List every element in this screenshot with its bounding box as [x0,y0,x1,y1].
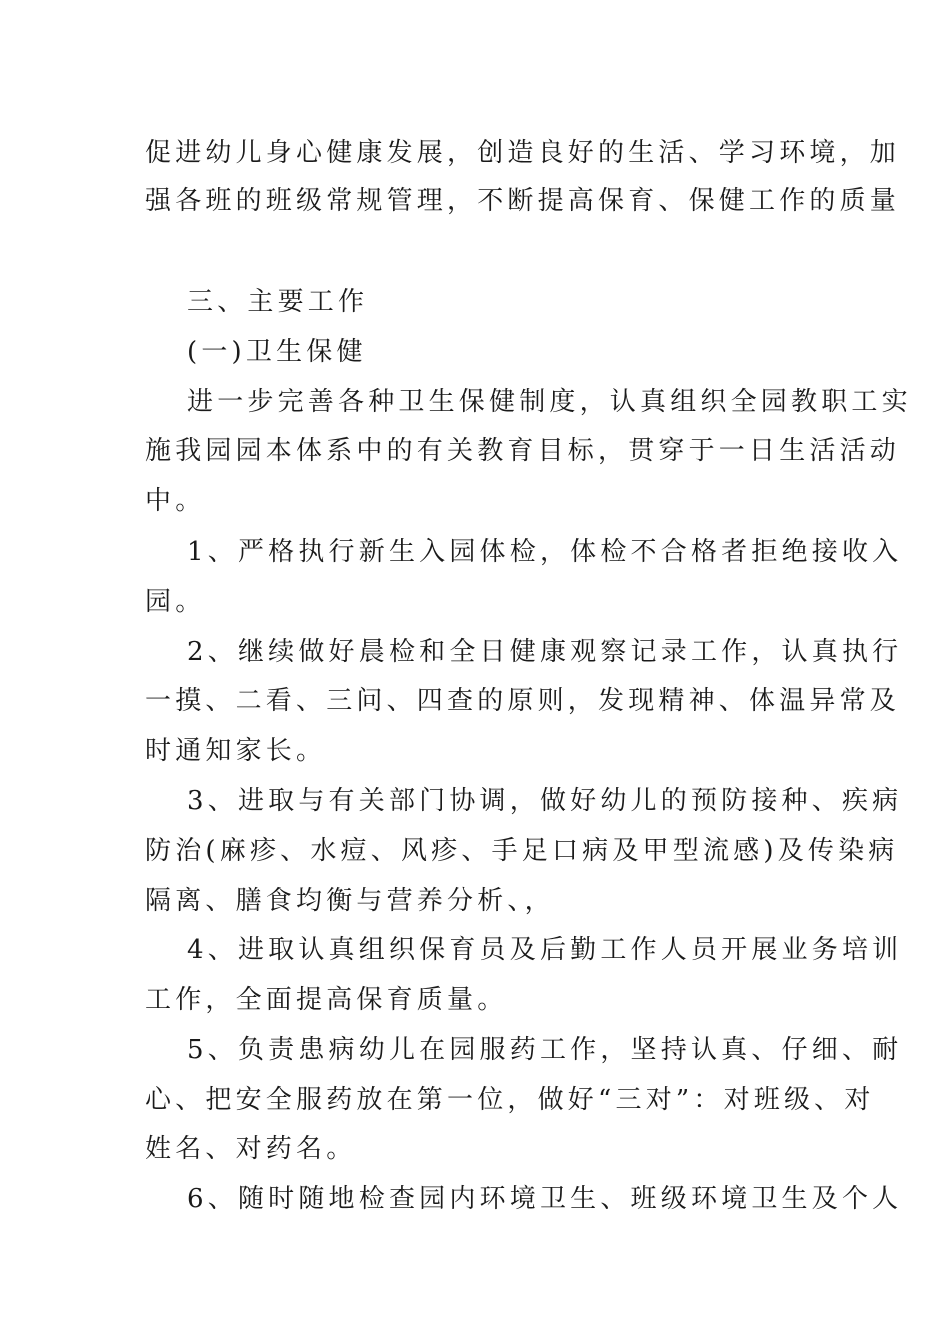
list-item-continuation: 防治(麻疹、水痘、风疹、手足口病及甲型流感)及传染病 [145,836,899,866]
body-text-line: 强各班的班级常规管理，不断提高保育、保健工作的质量 [145,186,901,216]
list-item: 5、负责患病幼儿在园服药工作，坚持认真、仔细、耐 [187,1035,903,1065]
subsection-heading: (一)卫生保健 [187,337,367,367]
list-item: 4、进取认真组织保育员及后勤工作人员开展业务培训 [187,935,903,965]
section-heading: 三、主要工作 [187,287,369,317]
list-item: 3、进取与有关部门协调，做好幼儿的预防接种、疾病 [187,786,903,816]
list-item-continuation: 时通知家长。 [145,736,327,766]
list-item-continuation: 心、把安全服药放在第一位，做好“三对”：对班级、对 [145,1085,875,1115]
list-item: 1、严格执行新生入园体检，体检不合格者拒绝接收入 [187,537,903,567]
body-text-line: 进一步完善各种卫生保健制度，认真组织全园教职工实 [187,387,912,417]
body-text-line: 中。 [145,486,206,516]
list-item-continuation: 工作，全面提高保育质量。 [145,985,508,1015]
list-item-continuation: 一摸、二看、三问、四查的原则，发现精神、体温异常及 [145,686,901,716]
body-text-line: 促进幼儿身心健康发展，创造良好的生活、学习环境，加 [145,138,901,168]
list-item-continuation: 园。 [145,587,206,617]
body-text-line: 施我园园本体系中的有关教育目标，贯穿于一日生活活动 [145,436,901,466]
list-item: 2、继续做好晨检和全日健康观察记录工作，认真执行 [187,637,903,667]
list-item-continuation: 姓名、对药名。 [145,1134,357,1164]
list-item-continuation: 隔离、膳食均衡与营养分析、， [145,886,555,916]
list-item: 6、随时随地检查园内环境卫生、班级环境卫生及个人 [187,1184,903,1214]
